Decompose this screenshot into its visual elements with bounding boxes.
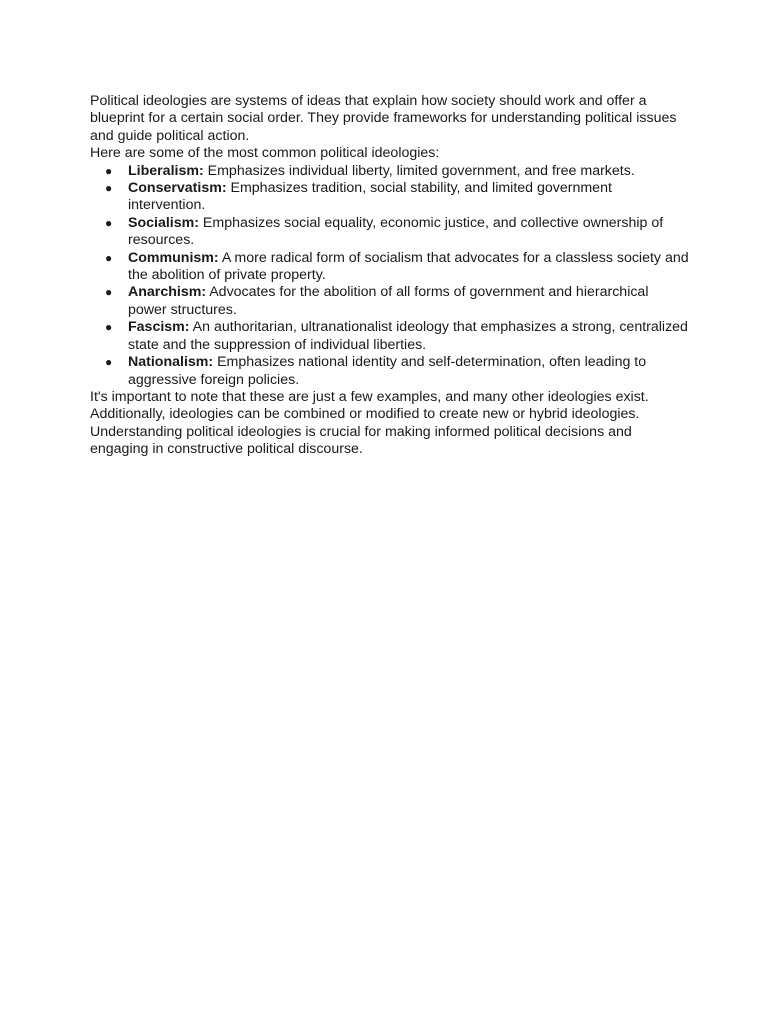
bullet-icon: ●	[105, 320, 113, 335]
ideology-term: Nationalism:	[128, 354, 214, 371]
ideology-term: Conservatism:	[128, 180, 227, 197]
ideology-description: Emphasizes national identity and self-determination, often leading to aggressive foreign policies.	[128, 354, 647, 388]
bullet-icon: ●	[105, 215, 113, 230]
bullet-icon: ●	[105, 285, 113, 300]
ideology-term: Liberalism:	[128, 162, 204, 179]
ideology-description: Advocates for the abolition of all forms of government and hierarchical power structures.	[128, 284, 649, 318]
lead-in-paragraph: Here are some of the most common political ideologies:	[90, 145, 440, 162]
ideology-description: A more radical form of socialism that advocates for a classless society and the abolition of private property.	[128, 249, 689, 284]
list-item	[90, 215, 690, 250]
document-page	[90, 93, 690, 459]
list-item	[90, 180, 690, 215]
ideology-term: Fascism:	[128, 319, 190, 336]
bullet-icon: ●	[105, 355, 113, 370]
ideology-term: Communism:	[128, 249, 219, 266]
ideology-description: Emphasizes social equality, economic justice, and collective ownership of resources.	[128, 214, 664, 249]
closing-paragraph: It's important to note that these are just a few examples, and many other ideologies exist. Additionally, ideologies can be combined or modified to create new or hybrid ideologies. Understanding political ideologies is crucial for making informed political decisions and engaging in constructive political discourse.	[90, 388, 649, 458]
ideology-list	[90, 163, 690, 389]
ideology-description: Emphasizes tradition, social stability, and limited government intervention.	[128, 180, 612, 214]
ideology-term: Socialism:	[128, 214, 199, 231]
list-item	[90, 163, 690, 180]
bullet-icon: ●	[105, 181, 113, 196]
bullet-icon: ●	[105, 163, 113, 178]
intro-paragraph: Political ideologies are systems of ideas that explain how society should work and offer a blueprint for a certain social order. They provide frameworks for understanding political issues and guide political action.	[90, 93, 677, 144]
ideology-description: An authoritarian, ultranationalist ideology that emphasizes a strong, centralized state and the suppression of individual liberties.	[128, 319, 688, 353]
bullet-icon: ●	[105, 250, 113, 265]
list-item	[90, 284, 690, 319]
list-item	[90, 250, 690, 285]
list-item	[90, 354, 690, 389]
ideology-description: Emphasizes individual liberty, limited government, and free markets.	[203, 162, 635, 179]
ideology-term: Anarchism:	[128, 284, 207, 301]
list-item	[90, 319, 690, 354]
